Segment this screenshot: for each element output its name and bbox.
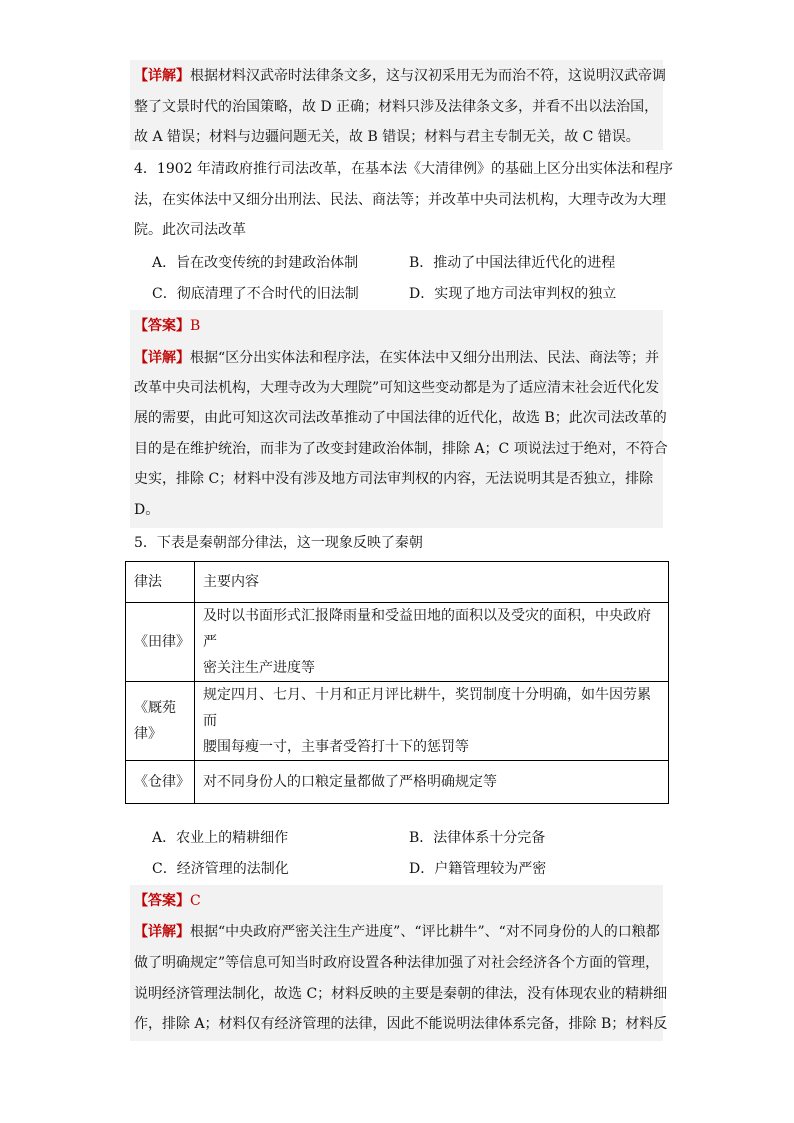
prev-detail-tag: 【详解】 <box>134 68 190 84</box>
q5-answer-value: C <box>190 893 201 909</box>
table-row <box>126 682 669 761</box>
q4-option-d: D．实现了地方司法审判权的独立 <box>409 286 617 302</box>
q4-detail-line-2: 改革中央司法机构，大理寺改为大理院”可知这些变动都是为了适应清末社会近代化发 <box>134 380 660 396</box>
q4-answer <box>134 316 200 336</box>
q4-stem-line-2: 法，在实体法中又细分出刑法、民法、商法等；并改革中央司法机构，大理寺改为大理 <box>134 192 666 208</box>
q4-answer-tag: 【答案】 <box>134 318 190 334</box>
prev-detail-line-2: 整了文景时代的治国策略，故 D 正确；材料只涉及法律条文多，并看不出以法治国， <box>134 99 659 115</box>
table-header-row <box>126 562 669 603</box>
q4-option-b: B．推动了中国法律近代化的进程 <box>409 255 616 271</box>
q5-detail-line-2: 做了明确规定”等信息可知当时政府设置各种法律加强了对社会经济各个方面的管理， <box>134 955 660 971</box>
q5-detail-line-4: 作，排除 A；材料仅有经济管理的法律，因此不能说明法律体系完备，排除 B；材料反 <box>134 1016 668 1032</box>
q5-detail-line-3: 说明经济管理法制化，故选 C；材料反映的主要是秦朝的律法，没有体现农业的精耕细 <box>134 986 668 1002</box>
q4-option-c: C．彻底清理了不合时代的旧法制 <box>152 286 359 302</box>
q5-detail-tag: 【详解】 <box>134 924 190 940</box>
q4-answer-value: B <box>190 318 201 334</box>
q5-option-c: C．经济管理的法制化 <box>152 861 289 877</box>
table-cell-law: 《仓律》 <box>126 761 195 804</box>
table-cell-content: 规定四月、七月、十月和正月评比耕牛，奖罚制度十分明确，如牛因劳累而 腰围每瘦一寸，主事者受笞打十下的惩罚等 <box>195 682 669 761</box>
q4-stem-line-3: 院。此次司法改革 <box>134 222 246 238</box>
q5-option-b: B．法律体系十分完备 <box>409 830 546 846</box>
q4-detail-line-5: 史实，排除 C；材料中没有涉及地方司法审判权的内容，无法说明其是否独立，排除 <box>134 471 654 487</box>
prev-detail-line-3: 故 A 错误；材料与边疆问题无关，故 B 错误；材料与君主专制无关，故 C 错误。 <box>134 129 640 145</box>
q5-option-d: D．户籍管理较为严密 <box>409 861 547 877</box>
table-header-law: 律法 <box>126 562 195 603</box>
q4-option-a: A．旨在改变传统的封建政治体制 <box>152 255 359 271</box>
table-row <box>126 603 669 682</box>
table-cell-content: 及时以书面形式汇报降雨量和受益田地的面积以及受灾的面积，中央政府严 密关注生产进度等 <box>195 603 669 682</box>
q5-law-table <box>125 561 669 804</box>
q5-answer-tag: 【答案】 <box>134 893 190 909</box>
q4-detail-line-1: 【详解】根据“区分出实体法和程序法，在实体法中又细分出刑法、民法、商法等；并 <box>134 350 660 366</box>
q5-stem: 5．下表是秦朝部分律法，这一现象反映了秦朝 <box>134 535 423 551</box>
q4-detail-line-3: 展的需要，由此可知这次司法改革推动了中国法律的近代化，故选 B；此次司法改革的 <box>134 410 667 426</box>
table-cell-law: 《田律》 <box>126 603 195 682</box>
table-cell-content: 对不同身份人的口粮定量都做了严格明确规定等 <box>195 761 669 804</box>
prev-detail-line-1: 【详解】根据材料汉武帝时法律条文多，这与汉初采用无为而治不符，这说明汉武帝调 <box>134 68 666 84</box>
q5-answer <box>134 891 201 911</box>
q4-stem-line-1: 4．1902 年清政府推行司法改革，在基本法《大清律例》的基础上区分出实体法和程序 <box>134 161 673 177</box>
q5-option-a: A．农业上的精耕细作 <box>152 830 289 846</box>
table-row <box>126 761 669 804</box>
table-header-content: 主要内容 <box>195 562 669 603</box>
table-cell-law: 《厩苑 律》 <box>126 682 195 761</box>
q4-detail-line-4: 目的是在维护统治，而非为了改变封建政治体制，排除 A；C 项说法过于绝对，不符合 <box>134 441 668 457</box>
q4-detail-tag: 【详解】 <box>134 350 190 366</box>
q4-detail-line-6: D。 <box>134 502 160 518</box>
q5-detail-line-1: 【详解】根据“中央政府严密关注生产进度”、“评比耕牛”、“对不同身份的人的口粮都 <box>134 924 660 940</box>
